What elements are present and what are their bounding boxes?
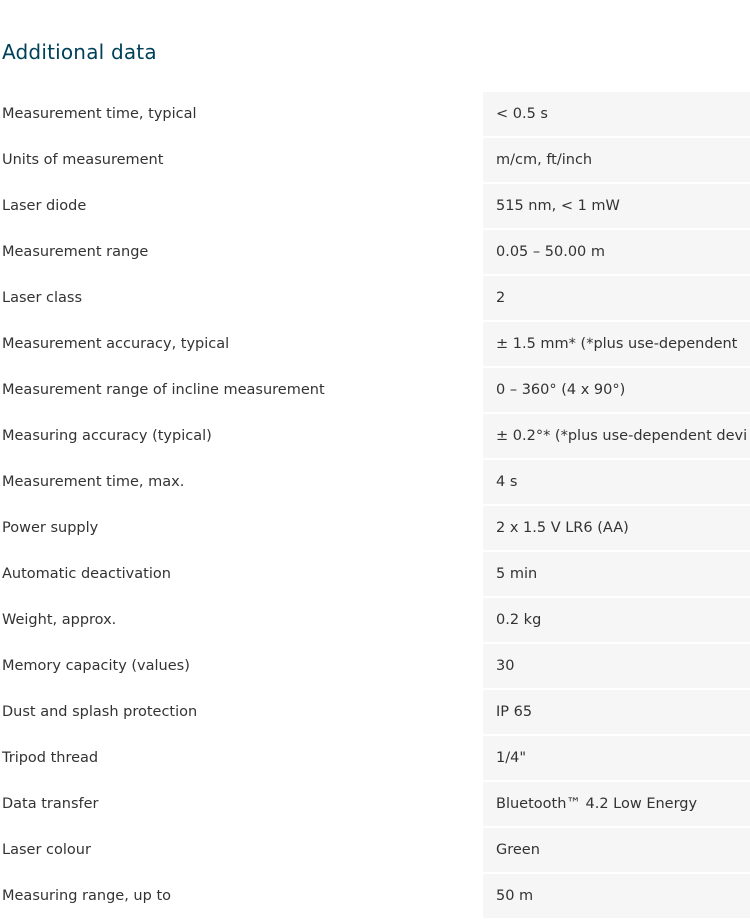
spec-value: 1/4" [483,736,750,780]
spec-label: Units of measurement [2,152,164,168]
spec-row [0,506,750,550]
spec-row [0,276,750,320]
spec-value: 0.05 – 50.00 m [483,230,750,274]
spec-value: 515 nm, < 1 mW [483,184,750,228]
spec-row [0,138,750,182]
spec-label: Measuring accuracy (typical) [2,428,212,444]
spec-value: 2 x 1.5 V LR6 (AA) [483,506,750,550]
spec-row [0,368,750,412]
spec-label: Tripod thread [2,750,99,766]
spec-row [0,736,750,780]
spec-label: Measurement accuracy, typical [2,336,230,352]
spec-label: Memory capacity (values) [2,658,190,674]
spec-row [0,230,750,274]
spec-label: Measuring range, up to [2,888,171,904]
spec-value: 5 min [483,552,750,596]
spec-value: Green [483,828,750,872]
spec-label: Dust and splash protection [2,704,198,720]
spec-row [0,874,750,918]
spec-label: Measurement time, typical [2,106,197,122]
spec-row [0,782,750,826]
spec-value: m/cm, ft/inch [483,138,750,182]
spec-value: 4 s [483,460,750,504]
spec-row [0,184,750,228]
spec-label: Measurement range [2,244,149,260]
spec-row [0,644,750,688]
spec-value: 2 [483,276,750,320]
spec-value: 0 – 360° (4 x 90°) [483,368,750,412]
spec-value: ± 0.2°* (*plus use-dependent devi [483,414,750,458]
spec-value: ± 1.5 mm* (*plus use-dependent [483,322,750,366]
spec-label: Laser colour [2,842,91,858]
spec-label: Measurement range of incline measurement [2,382,325,398]
spec-value: IP 65 [483,690,750,734]
spec-row [0,414,750,458]
spec-value: < 0.5 s [483,92,750,136]
spec-row [0,92,750,136]
spec-label: Laser diode [2,198,87,214]
spec-label: Weight, approx. [2,612,117,628]
spec-label: Data transfer [2,796,99,812]
spec-row [0,690,750,734]
spec-value: Bluetooth™ 4.2 Low Energy [483,782,750,826]
spec-label: Automatic deactivation [2,566,171,582]
spec-row [0,598,750,642]
spec-row [0,322,750,366]
section-title: Additional data [2,40,157,64]
spec-value: 30 [483,644,750,688]
spec-row [0,552,750,596]
spec-label: Laser class [2,290,83,306]
spec-value: 0.2 kg [483,598,750,642]
spec-value: 50 m [483,874,750,918]
spec-label: Power supply [2,520,99,536]
spec-row [0,828,750,872]
spec-row [0,460,750,504]
spec-label: Measurement time, max. [2,474,185,490]
spec-table [0,92,750,920]
